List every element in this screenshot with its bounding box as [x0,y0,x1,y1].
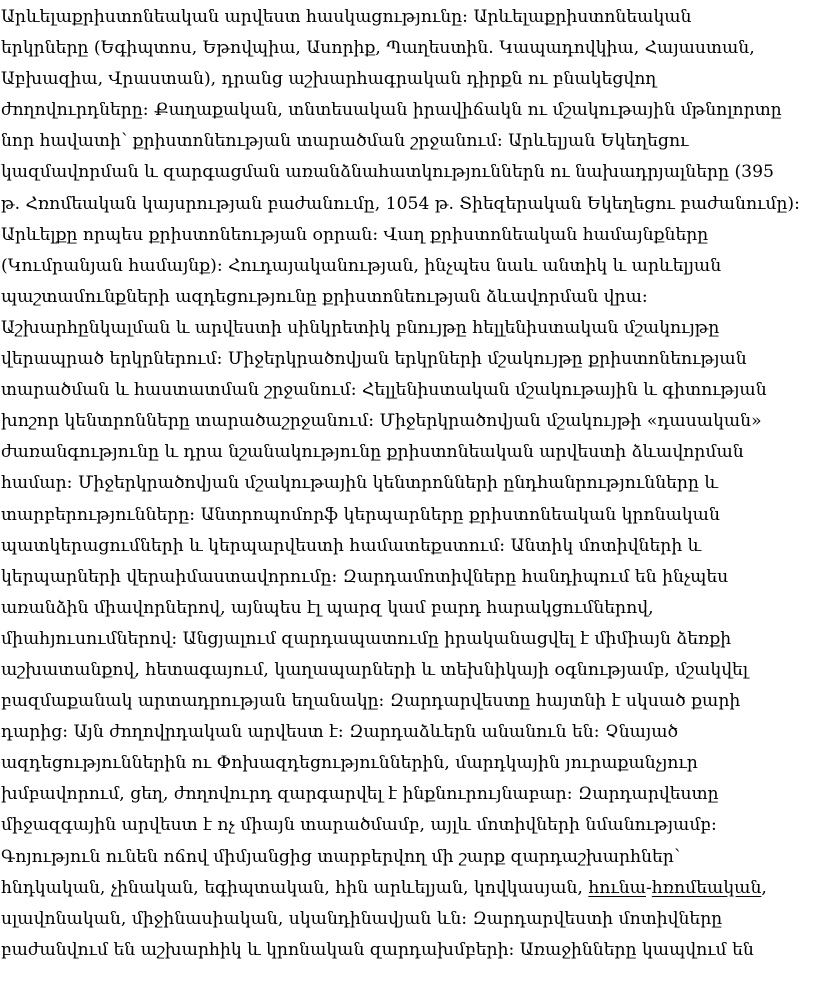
text-line: ազդեցություններին ու Փոխազդեցություններին, մարդկային յուրաքանչյուր [1,753,698,774]
text-segment: հնդկական, չինական, եգիպտական, հին արևելյան, կովկասյան, [1,877,589,898]
text-line: ժողովուրդները։ Քաղաքական, տնտեսական իրավիճակն ու մշակութային մթնոլորտը [1,100,782,121]
text-line: նոր հավատի՝ քրիստոնեության տարածման շրջանում։ Արևելյան Եկեղեցու [1,131,689,152]
text-line: Արևելքը որպես քրիստոնեության օրրան։ Վաղ քրիստոնեական համայնքները [1,224,709,245]
text-line: միջազգային արվեստ է ոչ միայն տարածմամբ, այլև մոտիվների նմանությամբ։ [1,815,717,836]
link-hromeakan[interactable]: հռոմեական [651,877,762,898]
text-line: ժառանգությունը և դրա նշանակությունը քրիստոնեական արվեստի ձևավորման [1,442,744,463]
text-line: պատկերացումների և կերպարվեստի համատեքստում։ Անտիկ մոտիվների և [1,535,702,556]
text-line: դարից։ Այն ժողովրդական արվեստ է։ Զարդաձևերն անանուն են։ Չնայած [1,722,679,743]
text-line: տարածման և հաստատման շրջանում։ Հելլենիստական մշակութային և գիտության [1,380,767,401]
text-line: կերպարների վերաիմաստավորումը։ Զարդամոտիվները հանդիպում են ինչպես [1,566,729,587]
text-line: Աշխարհընկալման և արվեստի սինկրետիկ բնույթը հելլենիստական մշակույթը [1,317,720,338]
text-line: աշխատանքով, հետագայում, կաղապարների և տեխնիկայի օգնությամբ, մշակվել [1,659,749,680]
text-line: Աբխազիա, Վրաստան), դրանց աշխարհագրական դիրքն ու բնակեցվող [1,69,657,90]
text-line: կազմավորման և զարգացման առանձնահատկություններն ու նախադրյալները (395 [1,162,774,183]
text-line: Արևելաքրիստոնեական արվեստ հասկացությունը։ Արևելաքրիստոնեական [1,7,692,27]
text-segment: , [761,877,767,898]
hyphen-text: - [645,877,652,898]
text-line-with-links [1,873,816,904]
link-huna[interactable]: հունա [588,877,646,898]
text-line: Գոյություն ունեն ոճով միմյանցից տարբերվող մի շարք զարդաշխարհներ՝ [1,846,681,867]
text-line: վերապրած երկրներում։ Միջերկրածովյան երկրների մշակույթը քրիստոնեության [1,349,747,370]
text-line: թ. Հռոմեական կայսրության բաժանումը, 1054 թ. Տիեզերական Եկեղեցու բաժանումը)։ [1,193,800,214]
text-line: տարբերությունները։ Անտրոպոմորֆ կերպարները քրիստոնեական կրոնական [1,504,720,525]
text-line: պաշտամունքների ազդեցությունը քրիստոնեության ձևավորման վրա։ [1,286,648,307]
text-line: առանձին միավորներով, այնպես էլ պարզ կամ բարդ հարակցումներով, [1,597,654,618]
text-line: խոշոր կենտրոնները տարածաշրջանում։ Միջերկրածովյան մշակույթի «դասական» [1,411,762,432]
text-line: միահյուսումներով։ Անցյալում զարդապատումը իրականացվել է միմիայն ձեռքի [1,628,732,649]
text-line: (Կումրանյան համայնք)։ Հուդայականության, ինչպես նաև անտիկ և արևելյան [1,255,722,276]
text-line: բաժանվում են աշխարհիկ և կրոնական զարդախմբերի։ Առաջինները կապվում են [1,939,754,960]
text-line: երկրները (Եգիպտոս, Եթովպիա, Ասորիք, Պաղեստին. Կապադովկիա, Հայաստան, [1,38,755,59]
text-line: բազմաքանակ արտադրության եղանակը։ Զարդարվեստը հայտնի է սկսած քարի [1,691,741,712]
text-line: խմբավորում, ցեղ, ժողովուրդ զարգարվել է ինքնուրույնաբար։ Զարդարվեստը [1,784,719,805]
text-line: սլավոնական, միջինասիական, սկանդինավյան ևն։ Զարդարվեստի մոտիվները [1,908,723,929]
text-line: համար։ Միջերկրածովյան մշակութային կենտրոնների ընդհանրությունները և [1,473,718,494]
